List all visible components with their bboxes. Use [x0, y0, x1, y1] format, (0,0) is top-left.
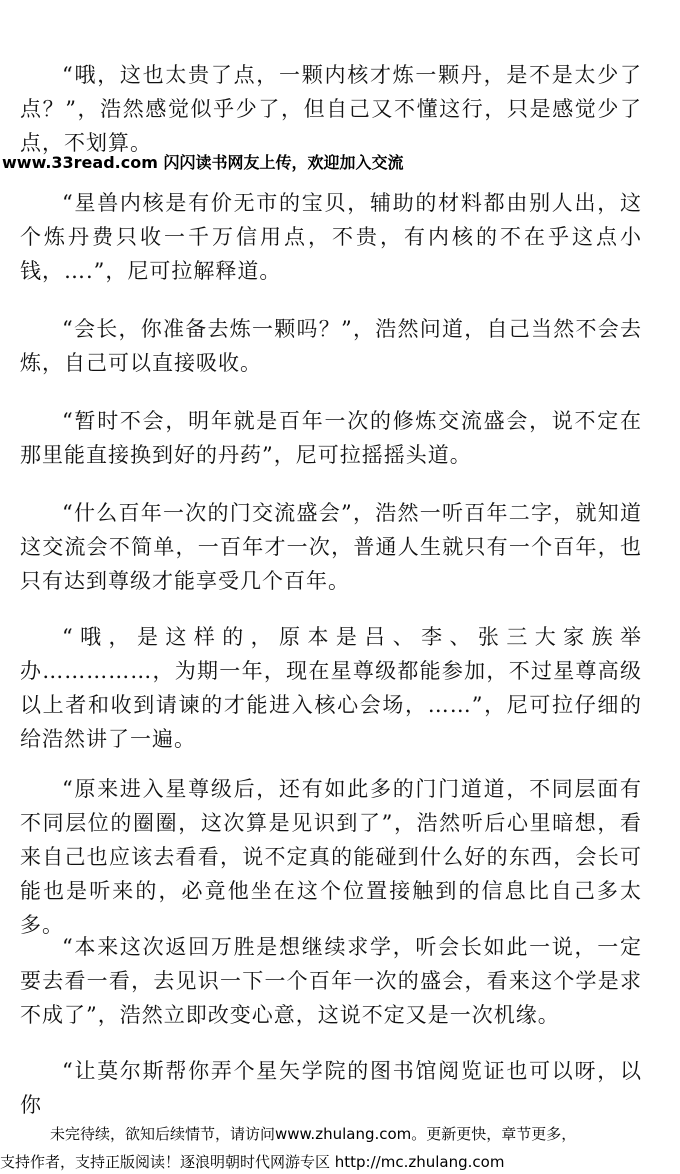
paragraph-8: “本来这次返回万胜是想继续求学，听会长如此一说，一定要去看一看，去见识一下一个百年一次的盛会，看来这个学是求不成了”，浩然立即改变心意，这说不定又是一次机缘。: [20, 935, 642, 1027]
paragraph-3: “会长，你准备去炼一颗吗？”，浩然问道，自己当然不会去炼，自己可以直接吸收。: [20, 317, 642, 375]
paragraph-2: “星兽内核是有价无市的宝贝，辅助的材料都由别人出，这个炼丹费只收一千万信用点，不贵，有内核的不在乎这点小钱，….”，尼可拉解释道。: [20, 191, 642, 283]
paragraph-7: “原来进入星尊级后，还有如此多的门门道道，不同层面有不同层位的圈圈，这次算是见识到了”，浩然听后心里暗想，看来自己也应该去看看，说不定真的能碰到什么好的东西，会长可能也是听来的，必竟他坐在这个位置接触到的信息比自己多太多。: [20, 777, 642, 937]
paragraph-4: “暂时不会，明年就是百年一次的修炼交流盛会，说不定在那里能直接换到好的丹药”，尼可拉摇摇头道。: [20, 409, 642, 467]
footer-notice-line-1: 未完待续，欲知后续情节，请访问www.zhulang.com。更新更快，章节更多，: [50, 1125, 577, 1143]
paragraph-5: “什么百年一次的门交流盛会”，浩然一听百年二字，就知道这交流会不简单，一百年才一次，普通人生就只有一个百年，也只有达到尊级才能享受几个百年。: [20, 501, 642, 593]
paragraph-9: “让莫尔斯帮你弄个星矢学院的图书馆阅览证也可以呀，以你: [20, 1059, 642, 1117]
footer-notice-line-2: 支持作者，支持正版阅读！逐浪明朝时代网游专区 http://mc.zhulang.com: [0, 1153, 505, 1171]
watermark-text: www.33read.com 闪闪读书网友上传，欢迎加入交流: [2, 153, 404, 172]
paragraph-1: “哦，这也太贵了点，一颗内核才炼一颗丹，是不是太少了点？”，浩然感觉似乎少了，但自己又不懂这行，只是感觉少了点，不划算。: [20, 63, 642, 155]
paragraph-6: “哦，是这样的，原本是吕、李、张三大家族举办……………，为期一年，现在星尊级都能参加，不过星尊高级以上者和收到请谏的才能进入核心会场，……”，尼可拉仔细的给浩然讲了一遍。: [20, 625, 642, 751]
